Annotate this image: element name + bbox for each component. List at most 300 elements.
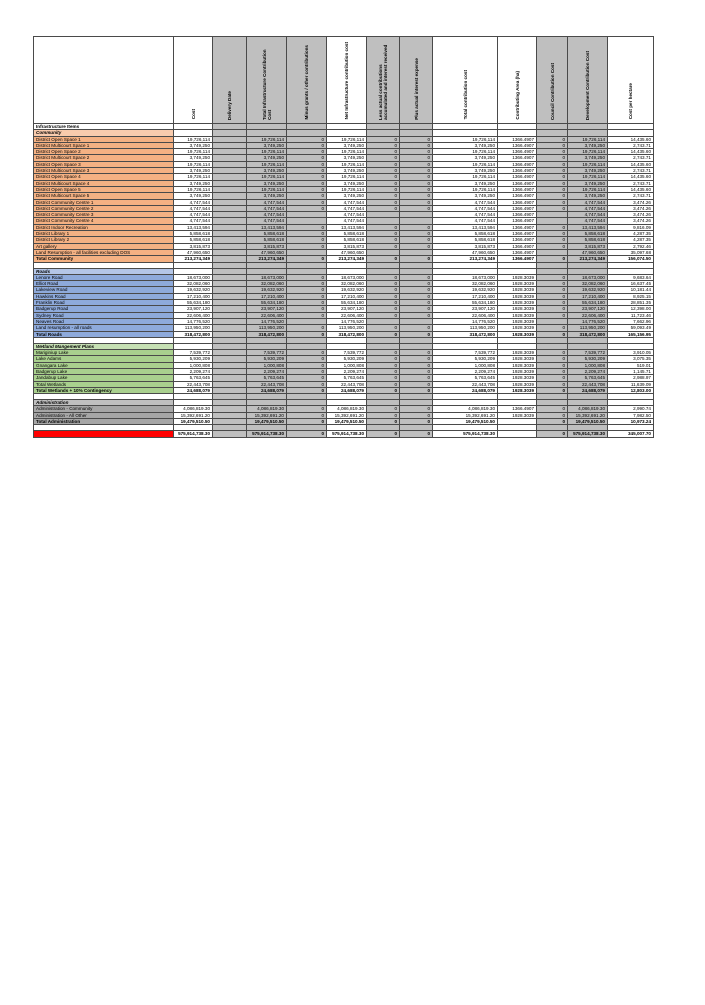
cell: 3,749,250 [327,193,367,199]
cell: 1,000,808 [568,362,608,368]
cell: 2,792.46 [608,243,654,249]
row-label: Lenore Road [34,274,174,280]
cell: 19,726,114 [568,136,608,142]
cell: 5,763,645 [327,375,367,381]
cell: 1366.4907 [498,174,537,180]
cell: 0 [367,300,400,306]
cell: 0 [400,199,433,205]
cell: 15,392,691.20 [568,412,608,418]
cell: 9,816.09 [608,224,654,230]
cell: 32,082,060 [568,281,608,287]
column-header-label: Delivery Date [227,90,232,120]
row-label: Jandabup Lake [34,375,174,381]
cell: 22,606,400 [327,312,367,318]
row-label: District Open Space 3 [34,161,174,167]
cell: 23,907,120 [247,306,287,312]
cell: 7,662.96 [608,318,654,324]
row-label: District Open Space 5 [34,186,174,192]
cell: 15,392,691.20 [327,412,367,418]
cell: 4,287.35 [608,231,654,237]
cell: 2,743.71 [608,142,654,148]
cell: 19,479,510.50 [327,419,367,425]
cell: 7,539,772 [247,350,287,356]
cell: 1366.4907 [498,155,537,161]
cell: 0 [537,180,568,186]
row-label: TOTAL [34,431,174,437]
cell: 3,749,250 [174,168,213,174]
row-label: Land resumption - all roads [34,325,174,331]
cell: 14,776,520 [327,318,367,324]
cell: 0 [367,274,400,280]
cell: 213,274,349 [247,256,287,262]
cell: 0 [287,142,327,148]
cell: 5,858,618 [433,237,498,243]
cell: 19,726,114 [247,186,287,192]
cell: 0 [287,168,327,174]
cell: 19,479,510.50 [247,419,287,425]
cell: 0 [287,306,327,312]
cell: 0 [537,312,568,318]
cell: 0 [367,350,400,356]
cell: 5,930,209 [433,356,498,362]
table-row [34,431,654,437]
cell: 5,858,618 [174,231,213,237]
row-label: Community [34,130,174,136]
cell: 0 [400,168,433,174]
cell: 1928.3039 [498,375,537,381]
cell: 213,274,349 [433,256,498,262]
cell: 22,606,400 [568,312,608,318]
row-label: District Library 2 [34,237,174,243]
cell: 3,749,250 [247,142,287,148]
cell: 345,007.70 [608,431,654,437]
cell: 0 [537,186,568,192]
cell: 0 [537,287,568,293]
cell: 17,210,400 [568,293,608,299]
cell: 0 [367,186,400,192]
cell: 24,688,079 [247,387,287,393]
cell: 14,435.60 [608,136,654,142]
cell: 0 [537,243,568,249]
cell: 4,747,544 [568,199,608,205]
cell: 3,815,873 [568,243,608,249]
cell: 0 [400,186,433,192]
row-label: Hawkins Road [34,293,174,299]
cell: 4,747,544 [568,212,608,218]
cell: 4,747,544 [174,205,213,211]
cell: 4,287.35 [608,237,654,243]
cell: 0 [367,312,400,318]
cell: 19,726,114 [433,161,498,167]
cell: 2,743.71 [608,193,654,199]
cell: 4,747,544 [247,218,287,224]
cell: 5,763,645 [433,375,498,381]
cell: 4,747,544 [174,199,213,205]
cell: 2,990.74 [608,406,654,412]
cell: 1928.3039 [498,306,537,312]
cell: 14,435.60 [608,186,654,192]
cell: 23,907,120 [327,306,367,312]
cell: 0 [400,325,433,331]
cell: 5,858,618 [174,237,213,243]
cell: 4,747,544 [174,218,213,224]
cell: 19,726,114 [247,136,287,142]
cell: 3,749,250 [433,180,498,186]
cell: 0 [287,243,327,249]
cell: 0 [367,325,400,331]
cell: 0 [287,350,327,356]
cell: 17,210,400 [433,293,498,299]
cell: 19,479,510.50 [174,419,213,425]
row-label: Administration - All Other [34,412,174,418]
row-label: Roads [34,268,174,274]
cell: 1366.4907 [498,161,537,167]
cell: 0 [400,419,433,425]
cell: 19,726,114 [568,174,608,180]
cell: 55,634,180 [433,300,498,306]
cell: 1928.3039 [498,350,537,356]
cell: 0 [537,136,568,142]
cell: 4,086,819.30 [568,406,608,412]
cell: 0 [367,237,400,243]
cell: 0 [400,224,433,230]
cell: 28,851.35 [608,300,654,306]
cell: 1928.3039 [498,331,537,337]
cell: 3,749,250 [327,155,367,161]
cell: 0 [537,387,568,393]
cell: 0 [367,431,400,437]
cell: 1,145.71 [608,368,654,374]
cell: 24,688,079 [174,387,213,393]
cell: 3,815,873 [174,243,213,249]
cell: 0 [287,205,327,211]
cell: 1366.4907 [498,212,537,218]
cell: 4,086,819.30 [327,406,367,412]
cell: 4,747,544 [247,205,287,211]
cell: 2,209,274 [327,368,367,374]
row-label: Lakeview Road [34,287,174,293]
cell: 19,632,920 [174,287,213,293]
cell: 19,632,920 [433,287,498,293]
cell: 1928.3039 [498,293,537,299]
cell: 32,082,060 [433,281,498,287]
cell: 0 [537,325,568,331]
cell: 0 [367,412,400,418]
cell: 2,209,274 [174,368,213,374]
cell: 0 [400,142,433,148]
cell: 14,435.60 [608,149,654,155]
cell: 5,763,645 [247,375,287,381]
row-label: District Community Centre 3 [34,212,174,218]
cell: 0 [400,243,433,249]
row-label: District Indoor Recreation [34,224,174,230]
cell: 47,960,650 [247,249,287,255]
column-header-label: Plus actual interest expense [413,57,419,120]
cell: 0 [400,431,433,437]
cell: 0 [367,375,400,381]
column-header-label: Cost [190,109,196,120]
cell: 18,673,000 [327,274,367,280]
cell: 0 [400,136,433,142]
cell: 0 [400,274,433,280]
cell: 3,749,250 [174,193,213,199]
cell: 0 [400,161,433,167]
cell: 0 [400,300,433,306]
cell: 47,960,650 [174,249,213,255]
cell: 22,443,708 [247,381,287,387]
cell: 2,988.97 [608,375,654,381]
cell: 0 [400,306,433,312]
cell: 0 [287,180,327,186]
row-label: District Community Centre 2 [34,205,174,211]
cell: 5,930,209 [174,356,213,362]
cell: 55,634,180 [327,300,367,306]
cell: 0 [400,362,433,368]
cell: 0 [537,161,568,167]
cell: 0 [287,231,327,237]
column-header-row [34,37,654,124]
cell: 3,910.05 [608,350,654,356]
column-header [400,37,433,124]
cell: 7,539,772 [174,350,213,356]
cell: 18,673,000 [568,274,608,280]
cell: 318,472,800 [174,331,213,337]
cell: 4,747,544 [327,205,367,211]
cell: 5,858,618 [568,231,608,237]
row-label: District Multicourt Space 5 [34,193,174,199]
row-label: Mariginiup Lake [34,350,174,356]
cell: 0 [367,406,400,412]
cell: 4,747,544 [247,212,287,218]
row-label: Total Roads [34,331,174,337]
cell: 0 [537,274,568,280]
cell: 22,606,400 [174,312,213,318]
row-label: Administration [34,400,174,406]
cell: 0 [367,281,400,287]
cell: 18,673,000 [247,274,287,280]
cell: 0 [287,387,327,393]
cell: 5,930,209 [327,356,367,362]
cell: 0 [287,274,327,280]
cell: 1366.4907 [498,193,537,199]
cell: 2,209,274 [433,368,498,374]
cell: 5,930,209 [247,356,287,362]
row-label: District Open Space 2 [34,149,174,155]
cell: 19,632,920 [568,287,608,293]
row-label: Total Wetlands [34,381,174,387]
cell: 1,000,808 [247,362,287,368]
cell: 0 [537,155,568,161]
cell: 0 [287,412,327,418]
cell: 5,763,645 [568,375,608,381]
cell: 0 [367,387,400,393]
cell: 19,726,114 [247,174,287,180]
cell: 0 [537,412,568,418]
row-label: Badgerup Road [34,306,174,312]
cell: 2,209,274 [247,368,287,374]
cell: 19,726,114 [174,186,213,192]
cell: 0 [400,368,433,374]
cell: 3,749,250 [247,193,287,199]
cell: 19,726,114 [174,161,213,167]
row-label: Lake Adams [34,356,174,362]
cell: 0 [537,356,568,362]
cell: 113,950,200 [174,325,213,331]
cell: 24,688,079 [568,387,608,393]
cell: 0 [537,224,568,230]
cell: 4,747,544 [327,218,367,224]
cell: 0 [287,237,327,243]
cell: 19,726,114 [174,174,213,180]
cell: 14,435.60 [608,174,654,180]
cell: 0 [400,237,433,243]
cell: 1366.4907 [498,224,537,230]
cell: 2,743.71 [608,155,654,161]
cell: 5,858,618 [247,231,287,237]
column-header-label: Cost per hectare [628,83,633,120]
cell: 3,749,250 [247,180,287,186]
row-label: District Open Space 4 [34,174,174,180]
cell: 1928.3039 [498,381,537,387]
cell: 0 [367,419,400,425]
cell: 113,950,200 [433,325,498,331]
cell: 0 [537,174,568,180]
cell: 47,960,650 [568,249,608,255]
cell: 1928.3039 [498,274,537,280]
cell: 113,950,200 [568,325,608,331]
cell: 47,960,650 [433,249,498,255]
cell: 0 [287,293,327,299]
cell: 0 [537,281,568,287]
cell: 1366.4907 [498,237,537,243]
cell: 0 [537,381,568,387]
cell: 4,747,544 [433,199,498,205]
cell: 0 [367,368,400,374]
cell: 19,726,114 [433,136,498,142]
cell: 3,815,873 [247,243,287,249]
cell: 0 [367,174,400,180]
cell: 0 [400,256,433,262]
cell: 3,749,250 [247,168,287,174]
column-header [247,37,287,124]
cell: 4,086,819.30 [174,406,213,412]
cell: 0 [287,281,327,287]
cell: 16,637.45 [608,281,654,287]
cell: 318,472,800 [433,331,498,337]
cell: 1366.4907 [498,186,537,192]
cell: 0 [400,180,433,186]
cell: 0 [367,231,400,237]
cell: 0 [287,431,327,437]
cell: 7,539,772 [327,350,367,356]
cell: 519.01 [608,362,654,368]
cell: 19,726,114 [174,136,213,142]
cell: 1366.4907 [498,142,537,148]
cell: 5,858,618 [433,231,498,237]
cell: 17,210,400 [247,293,287,299]
cell: 14,776,520 [568,318,608,324]
cell: 19,726,114 [327,149,367,155]
column-header [367,37,400,124]
cell: 3,749,250 [568,168,608,174]
cell: 0 [400,287,433,293]
cell: 1366.4907 [498,406,537,412]
cell: 0 [287,419,327,425]
cell: 575,914,738.30 [568,431,608,437]
cell: 0 [400,331,433,337]
cell: 3,749,250 [568,155,608,161]
column-header [433,37,498,124]
cell: 1366.4907 [498,199,537,205]
cell: 0 [287,356,327,362]
cell: 0 [537,331,568,337]
cell: 7,539,772 [433,350,498,356]
row-label: Gnangara Lake [34,362,174,368]
cell: 0 [367,362,400,368]
cell: 11,723.46 [608,312,654,318]
column-header [537,37,568,124]
cell: 318,472,800 [568,331,608,337]
cell [498,431,537,437]
cell: 0 [537,431,568,437]
cell: 14,776,520 [247,318,287,324]
cell: 0 [367,381,400,387]
column-header [327,37,367,124]
cell: 4,747,544 [433,218,498,224]
cell: 0 [400,281,433,287]
cell: 13,413,594 [247,224,287,230]
column-header [498,37,537,124]
cell: 3,749,250 [174,142,213,148]
cell: 0 [537,406,568,412]
cell: 0 [367,161,400,167]
cell: 0 [287,224,327,230]
row-label: District Community Centre 1 [34,199,174,205]
cell: 0 [400,174,433,180]
cell: 22,443,708 [433,381,498,387]
cell: 0 [537,149,568,155]
cell: 4,747,544 [568,205,608,211]
row-label: Land Resumption - all facilities excluding DOS [34,249,174,255]
row-label: Wetland Mangement Plans [34,343,174,349]
cell: 0 [537,237,568,243]
cell: 3,749,250 [174,180,213,186]
cell: 3,749,250 [327,168,367,174]
cell: 2,743.71 [608,168,654,174]
cell: 0 [367,199,400,205]
row-label: Franklin Road [34,300,174,306]
cell: 0 [287,136,327,142]
cell: 17,210,400 [327,293,367,299]
cell: 3,749,250 [327,142,367,148]
cell: 3,815,873 [433,243,498,249]
cell: 4,747,544 [327,212,367,218]
cell: 10,973.24 [608,419,654,425]
cell: 0 [537,350,568,356]
row-label: District Multicourt Space 4 [34,180,174,186]
cell: 32,082,060 [174,281,213,287]
cell: 0 [400,293,433,299]
cell: 1928.3039 [498,368,537,374]
cell: 1366.4907 [498,218,537,224]
cell: 1928.3039 [498,281,537,287]
cell: 0 [287,155,327,161]
cell: 19,726,114 [247,161,287,167]
cell: 0 [537,419,568,425]
cell: 0 [367,287,400,293]
cell [213,431,247,437]
cell: 1366.4907 [498,243,537,249]
